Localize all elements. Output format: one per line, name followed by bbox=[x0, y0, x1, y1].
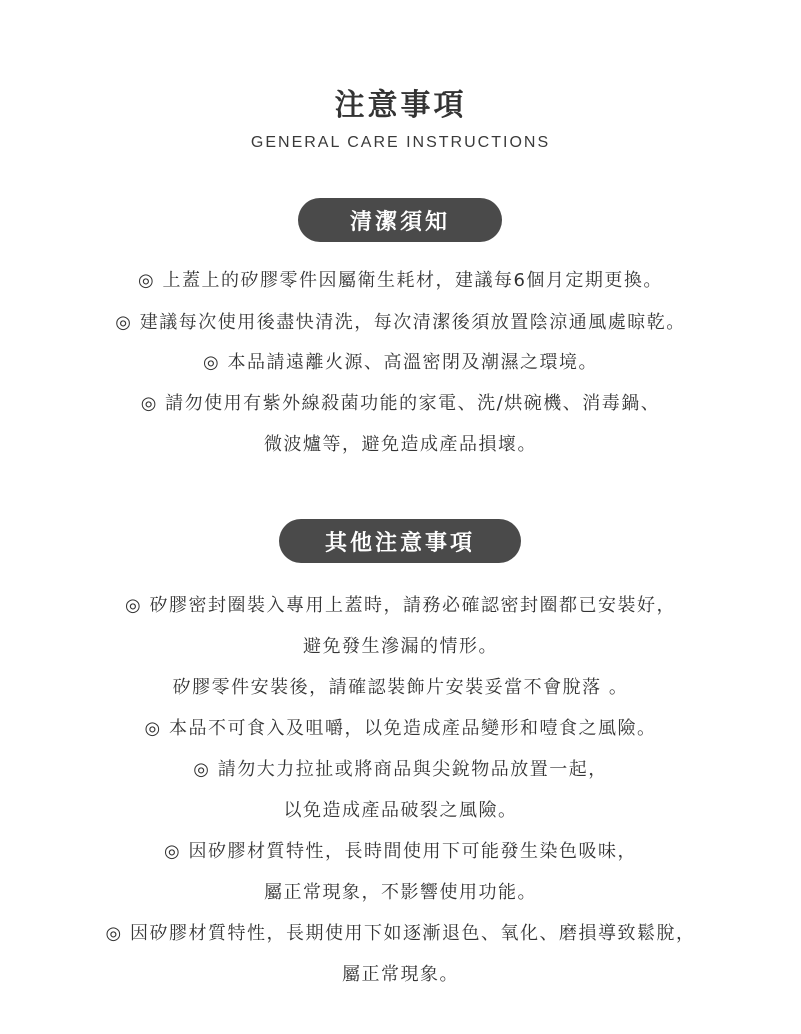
section-heading-cleaning: 清潔須知 bbox=[298, 198, 502, 242]
page-title: 注意事項 bbox=[334, 88, 467, 123]
other-notes-line: 避免發生滲漏的情形。 bbox=[303, 636, 498, 657]
cleaning-line: ◎ 本品請遠離火源、高溫密閉及潮濕之環境。 bbox=[203, 352, 598, 373]
cleaning-line: 微波爐等，避免造成產品損壞。 bbox=[264, 434, 537, 455]
other-notes-line: ◎ 矽膠密封圈裝入專用上蓋時，請務必確認密封圈都已安裝好， bbox=[125, 595, 676, 616]
other-notes-line: 矽膠零件安裝後，請確認裝飾片安裝妥當不會脫落 。 bbox=[172, 677, 629, 698]
other-notes-line: ◎ 因矽膠材質特性，長時間使用下可能發生染色吸味， bbox=[164, 841, 637, 862]
page-subtitle: GENERAL CARE INSTRUCTIONS bbox=[250, 134, 551, 151]
other-notes-line: ◎ 因矽膠材質特性，長期使用下如逐漸退色、氧化、磨損導致鬆脫， bbox=[105, 923, 696, 944]
cleaning-line: ◎ 建議每次使用後盡快清洗，每次清潔後須放置陰涼通風處晾乾。 bbox=[115, 312, 686, 333]
other-notes-line: 屬正常現象。 bbox=[342, 964, 459, 985]
other-notes-line: ◎ 本品不可食入及咀嚼，以免造成產品變形和噎食之風險。 bbox=[144, 718, 657, 739]
other-notes-line: 以免造成產品破裂之風險。 bbox=[283, 800, 518, 821]
cleaning-line: ◎ 上蓋上的矽膠零件因屬衛生耗材，建議每6個月定期更換。 bbox=[138, 270, 663, 291]
other-notes-line: 屬正常現象，不影響使用功能。 bbox=[264, 882, 537, 903]
section-heading-other-notes: 其他注意事項 bbox=[279, 519, 521, 563]
other-notes-line: ◎ 請勿大力拉扯或將商品與尖銳物品放置一起， bbox=[193, 759, 608, 780]
cleaning-line: ◎ 請勿使用有紫外線殺菌功能的家電、洗/烘碗機、消毒鍋、 bbox=[140, 393, 661, 414]
